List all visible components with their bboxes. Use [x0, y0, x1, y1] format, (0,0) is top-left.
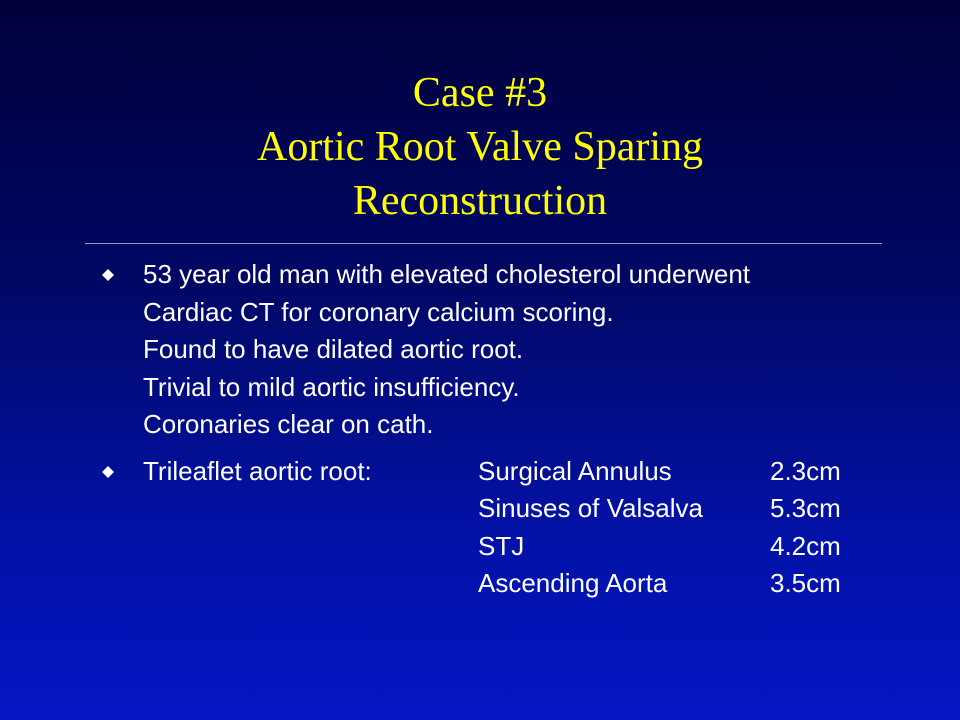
bullet-line: Found to have dilated aortic root. — [143, 334, 524, 364]
title-line-3: Reconstruction — [352, 178, 608, 224]
title-line-2: Aortic Root Valve Sparing — [256, 124, 703, 170]
diamond-bullet-icon — [102, 466, 114, 478]
measurement-row — [143, 528, 942, 566]
bullet-line: 53 year old man with elevated cholesterol underwent — [143, 259, 751, 289]
measurement-row — [143, 453, 942, 491]
bullet-line: Cardiac CT for coronary calcium scoring. — [143, 296, 614, 327]
measurement-value: 5.3cm — [770, 493, 841, 523]
bullet-measurements — [102, 453, 942, 603]
measurement-name: Sinuses of Valsalva — [478, 493, 703, 523]
bullet-case-history — [102, 256, 942, 444]
measurement-value: 4.2cm — [770, 530, 841, 561]
title-line-1: Case #3 — [412, 70, 548, 116]
measurement-lead-label: Trileaflet aortic root: — [143, 455, 372, 486]
measurement-value: 2.3cm — [770, 455, 841, 486]
slide-title — [0, 66, 960, 228]
measurement-name: Surgical Annulus — [478, 455, 672, 486]
measurement-row — [143, 490, 942, 528]
bullet-line: Trivial to mild aortic insufficiency. — [143, 371, 520, 402]
bullet-line: Coronaries clear on cath. — [143, 409, 434, 439]
measurement-row — [143, 565, 942, 603]
diamond-bullet-icon — [102, 269, 114, 281]
measurement-name: STJ — [478, 530, 525, 561]
title-divider — [85, 243, 882, 244]
bullet-list — [102, 256, 942, 603]
measurement-value: 3.5cm — [770, 568, 841, 598]
measurement-name: Ascending Aorta — [478, 568, 668, 598]
